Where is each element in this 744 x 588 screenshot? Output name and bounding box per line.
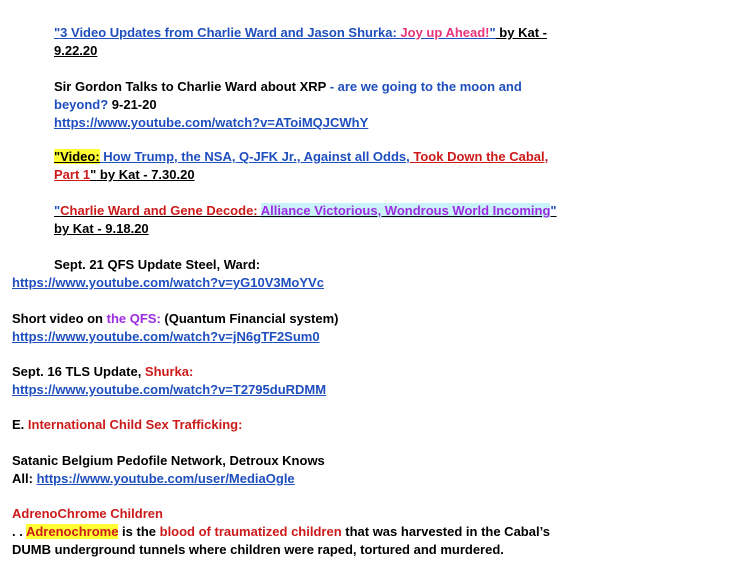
item-sir-gordon-xrp (54, 78, 522, 132)
item6-post: (Quantum Financial system) (160, 311, 339, 326)
item6-youtube-link[interactable]: https://www.youtube.com/watch?v=jN6gTF2Sum0 (12, 329, 320, 344)
item5-wrap (12, 274, 324, 292)
item2-date: 9-21-20 (108, 97, 157, 112)
item-tls-update (12, 363, 326, 399)
item3-byline: by Kat - 7.30.20 (96, 167, 195, 182)
item2-youtube-link[interactable]: https://www.youtube.com/watch?v=AToiMQJCWhY (54, 115, 369, 130)
item-short-video-qfs (12, 310, 339, 346)
item4-title-purple: Alliance Victorious, Wondrous World Incoming (260, 203, 551, 218)
item5-label: Sept. 21 QFS Update Steel, Ward: (54, 257, 261, 272)
item1-title-blue: 3 Video Updates from Charlie Ward and Jason Shurka: (60, 25, 401, 40)
item1-title-pink: Joy up Ahead! (400, 25, 490, 40)
item4-title-red: Charlie Ward and Gene Decode: (60, 203, 261, 218)
item3-title-red[interactable]: Took Down the Cabal, (409, 149, 549, 164)
item3-title-red2[interactable]: Part 1 (54, 167, 91, 182)
item2-title-blue2: beyond? (54, 97, 109, 112)
item7-label: Sept. 16 TLS Update, (12, 364, 145, 379)
item8-line1: Satanic Belgium Pedofile Network, Detroux Knows (12, 453, 325, 468)
item1-title-link[interactable] (54, 25, 496, 40)
item-video-trump-nsa (54, 148, 548, 184)
item1-byline: by Kat - (495, 25, 547, 40)
item9-heading: AdrenoChrome Children (12, 506, 163, 521)
item1-quote-open: " (54, 25, 61, 40)
item7-red: Shurka: (144, 364, 194, 379)
item3-title-blue[interactable]: How Trump, the NSA, Q-JFK Jr., Against all Odds, (99, 149, 410, 164)
item2-dash: - (326, 79, 338, 94)
item1-quote-close: " (489, 25, 496, 40)
item4-title-link[interactable] (54, 203, 557, 218)
item9-line2: DUMB underground tunnels where children were raped, tortured and murdered. (12, 542, 504, 557)
item8-all-label: All: (12, 471, 37, 486)
item4-quote-open: " (54, 203, 61, 218)
item-charlie-ward-jason-shurka (54, 24, 547, 60)
section-e-heading (12, 416, 242, 434)
item1-date: 9.22.20 (54, 43, 98, 58)
item6-pre: Short video on (12, 311, 107, 326)
item9-word-highlight: Adrenochrome (25, 524, 119, 539)
item-adrenochrome (12, 505, 550, 559)
item7-youtube-link[interactable]: https://www.youtube.com/watch?v=T2795duRDMM (12, 382, 327, 397)
section-e-title: International Child Sex Trafficking: (27, 417, 243, 432)
item4-byline: by Kat - 9.18.20 (54, 221, 149, 236)
item9-red-phrase: blood of traumatized children (159, 524, 342, 539)
section-e-letter: E. (12, 417, 28, 432)
item3-quote-close: " (90, 167, 97, 182)
item-charlie-ward-gene-decode (54, 202, 557, 238)
item9-rest1: that was harvested in the Cabal’s (341, 524, 550, 539)
item6-purple: the QFS: (106, 311, 161, 326)
item8-youtube-link[interactable]: https://www.youtube.com/user/MediaOgle (36, 471, 295, 486)
item9-dots: . . (12, 524, 26, 539)
item2-title-blue: are we going to the moon and (337, 79, 522, 94)
item3-video-label: "Video: (54, 149, 100, 164)
item-belgium-network (12, 452, 325, 488)
item4-quote-close: " (550, 203, 557, 218)
item9-is-the: is the (118, 524, 160, 539)
item5-youtube-link[interactable]: https://www.youtube.com/watch?v=yG10V3MoYVc (12, 275, 324, 290)
item2-title-black: Sir Gordon Talks to Charlie Ward about XRP (54, 79, 327, 94)
